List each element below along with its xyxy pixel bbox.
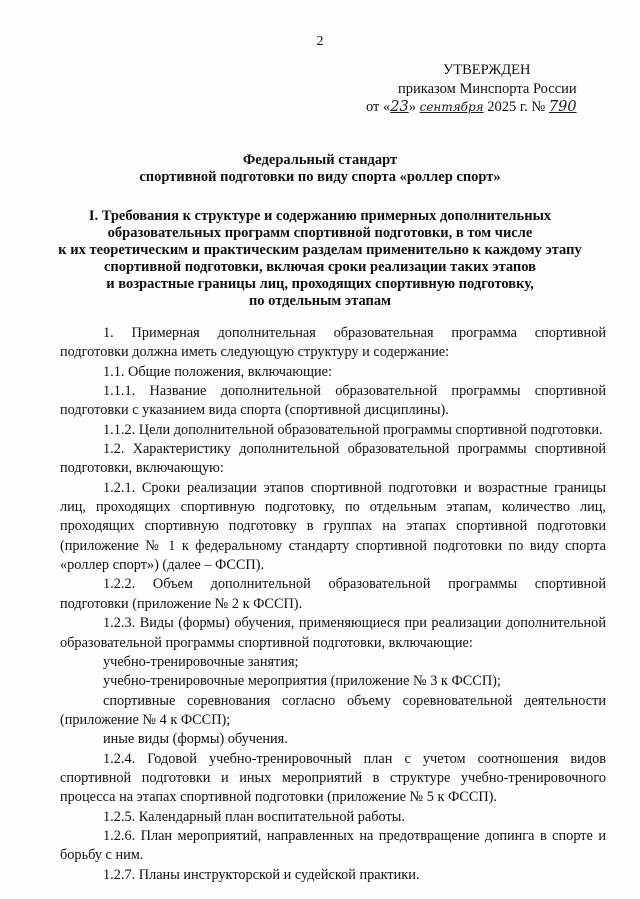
paragraph: 1.2.2. Объем дополнительной образовательной программы спортивной подготовки (приложение № 2 к ФССП). [60, 576, 606, 612]
paragraph: учебно-тренировочные занятия; [103, 653, 299, 670]
section-title-line: по отдельным этапам [248, 293, 392, 309]
paragraph: учебно-тренировочные мероприятия (приложение № 3 к ФССП); [103, 673, 501, 690]
standard-title-line: Федеральный стандарт [242, 152, 398, 168]
paragraph: 1.2.3. Виды (формы) обучения, применяющиеся при реализации дополнительной образовательной программы спортивной подготовки, включающие: [60, 615, 606, 651]
date-year: 2025 г. № [487, 99, 546, 115]
approval-stamp: УТВЕРЖДЕН [443, 62, 531, 78]
standard-title [0, 152, 640, 186]
approval-order: приказом Минспорта России [398, 81, 577, 97]
paragraph: 1.2.4. Годовой учебно-тренировочный план с учетом соотношения видов спортивной подготовки и иных мероприятий в структуре учебно-тренировочного процесса на этапах спортивной подготовки (приложение № 5 к ФССП). [60, 750, 606, 806]
handwritten-number: 790 [548, 99, 577, 115]
paragraph: 1.1. Общие положения, включающие: [103, 363, 332, 380]
section-title [0, 208, 640, 310]
paragraph: 1.2.5. Календарный план воспитательной работы. [103, 808, 405, 825]
approval-date-line [366, 99, 577, 116]
paragraph: 1.2.1. Сроки реализации этапов спортивной подготовки и возрастные границы лиц, проходящих спортивную подготовку, по отдельным этапам, количество лиц, проходящих спортивную подготовку в группах на этапах спортивной подготовки (приложение № 1 к федеральному стандарту спортивной подготовки по виду спорта «роллер спорт») (далее – ФССП). [60, 479, 606, 574]
paragraph: 1.1.2. Цели дополнительной образовательной программы спортивной подготовки. [103, 421, 603, 438]
paragraph: 1.2.7. Планы инструкторской и судейской практики. [103, 866, 420, 883]
document-body [60, 324, 606, 885]
section-title-line: образовательных программ спортивной подготовки, в том числе [107, 225, 533, 241]
section-title-line: к их теоретическим и практическим разделам применительно к каждому этапу [58, 242, 582, 258]
paragraph: 1.1.1. Название дополнительной образовательной программы спортивной подготовки с указанием вида спорта (спортивной дисциплины). [60, 383, 606, 419]
handwritten-month: сентября [419, 100, 484, 114]
standard-title-line: спортивной подготовки по виду спорта «роллер спорт» [139, 169, 501, 185]
paragraph: 1.2.6. План мероприятий, направленных на предотвращение допинга в спорте и борьбу с ним. [60, 827, 606, 864]
section-title-line: и возрастные границы лиц, проходящих спортивную подготовку, [106, 276, 534, 292]
paragraph: 1.2. Характеристику дополнительной образовательной программы спортивной подготовки, включающую: [60, 441, 606, 477]
handwritten-day: 23 [390, 99, 409, 115]
page-number: 2 [316, 34, 324, 49]
date-mid: » [408, 99, 416, 115]
paragraph: спортивные соревнования согласно объему соревновательной деятельности (приложение № 4 к ФССП); [60, 692, 606, 728]
paragraph: иные виды (формы) обучения. [103, 731, 288, 748]
date-prefix: от « [366, 99, 391, 115]
section-title-line: I. Требования к структуре и содержанию примерных дополнительных [88, 208, 552, 224]
paragraph: 1. Примерная дополнительная образовательная программа спортивной подготовки должна иметь следующую структуру и содержание: [60, 325, 606, 361]
section-title-line: спортивной подготовки, включая сроки реализации таких этапов [103, 259, 536, 275]
